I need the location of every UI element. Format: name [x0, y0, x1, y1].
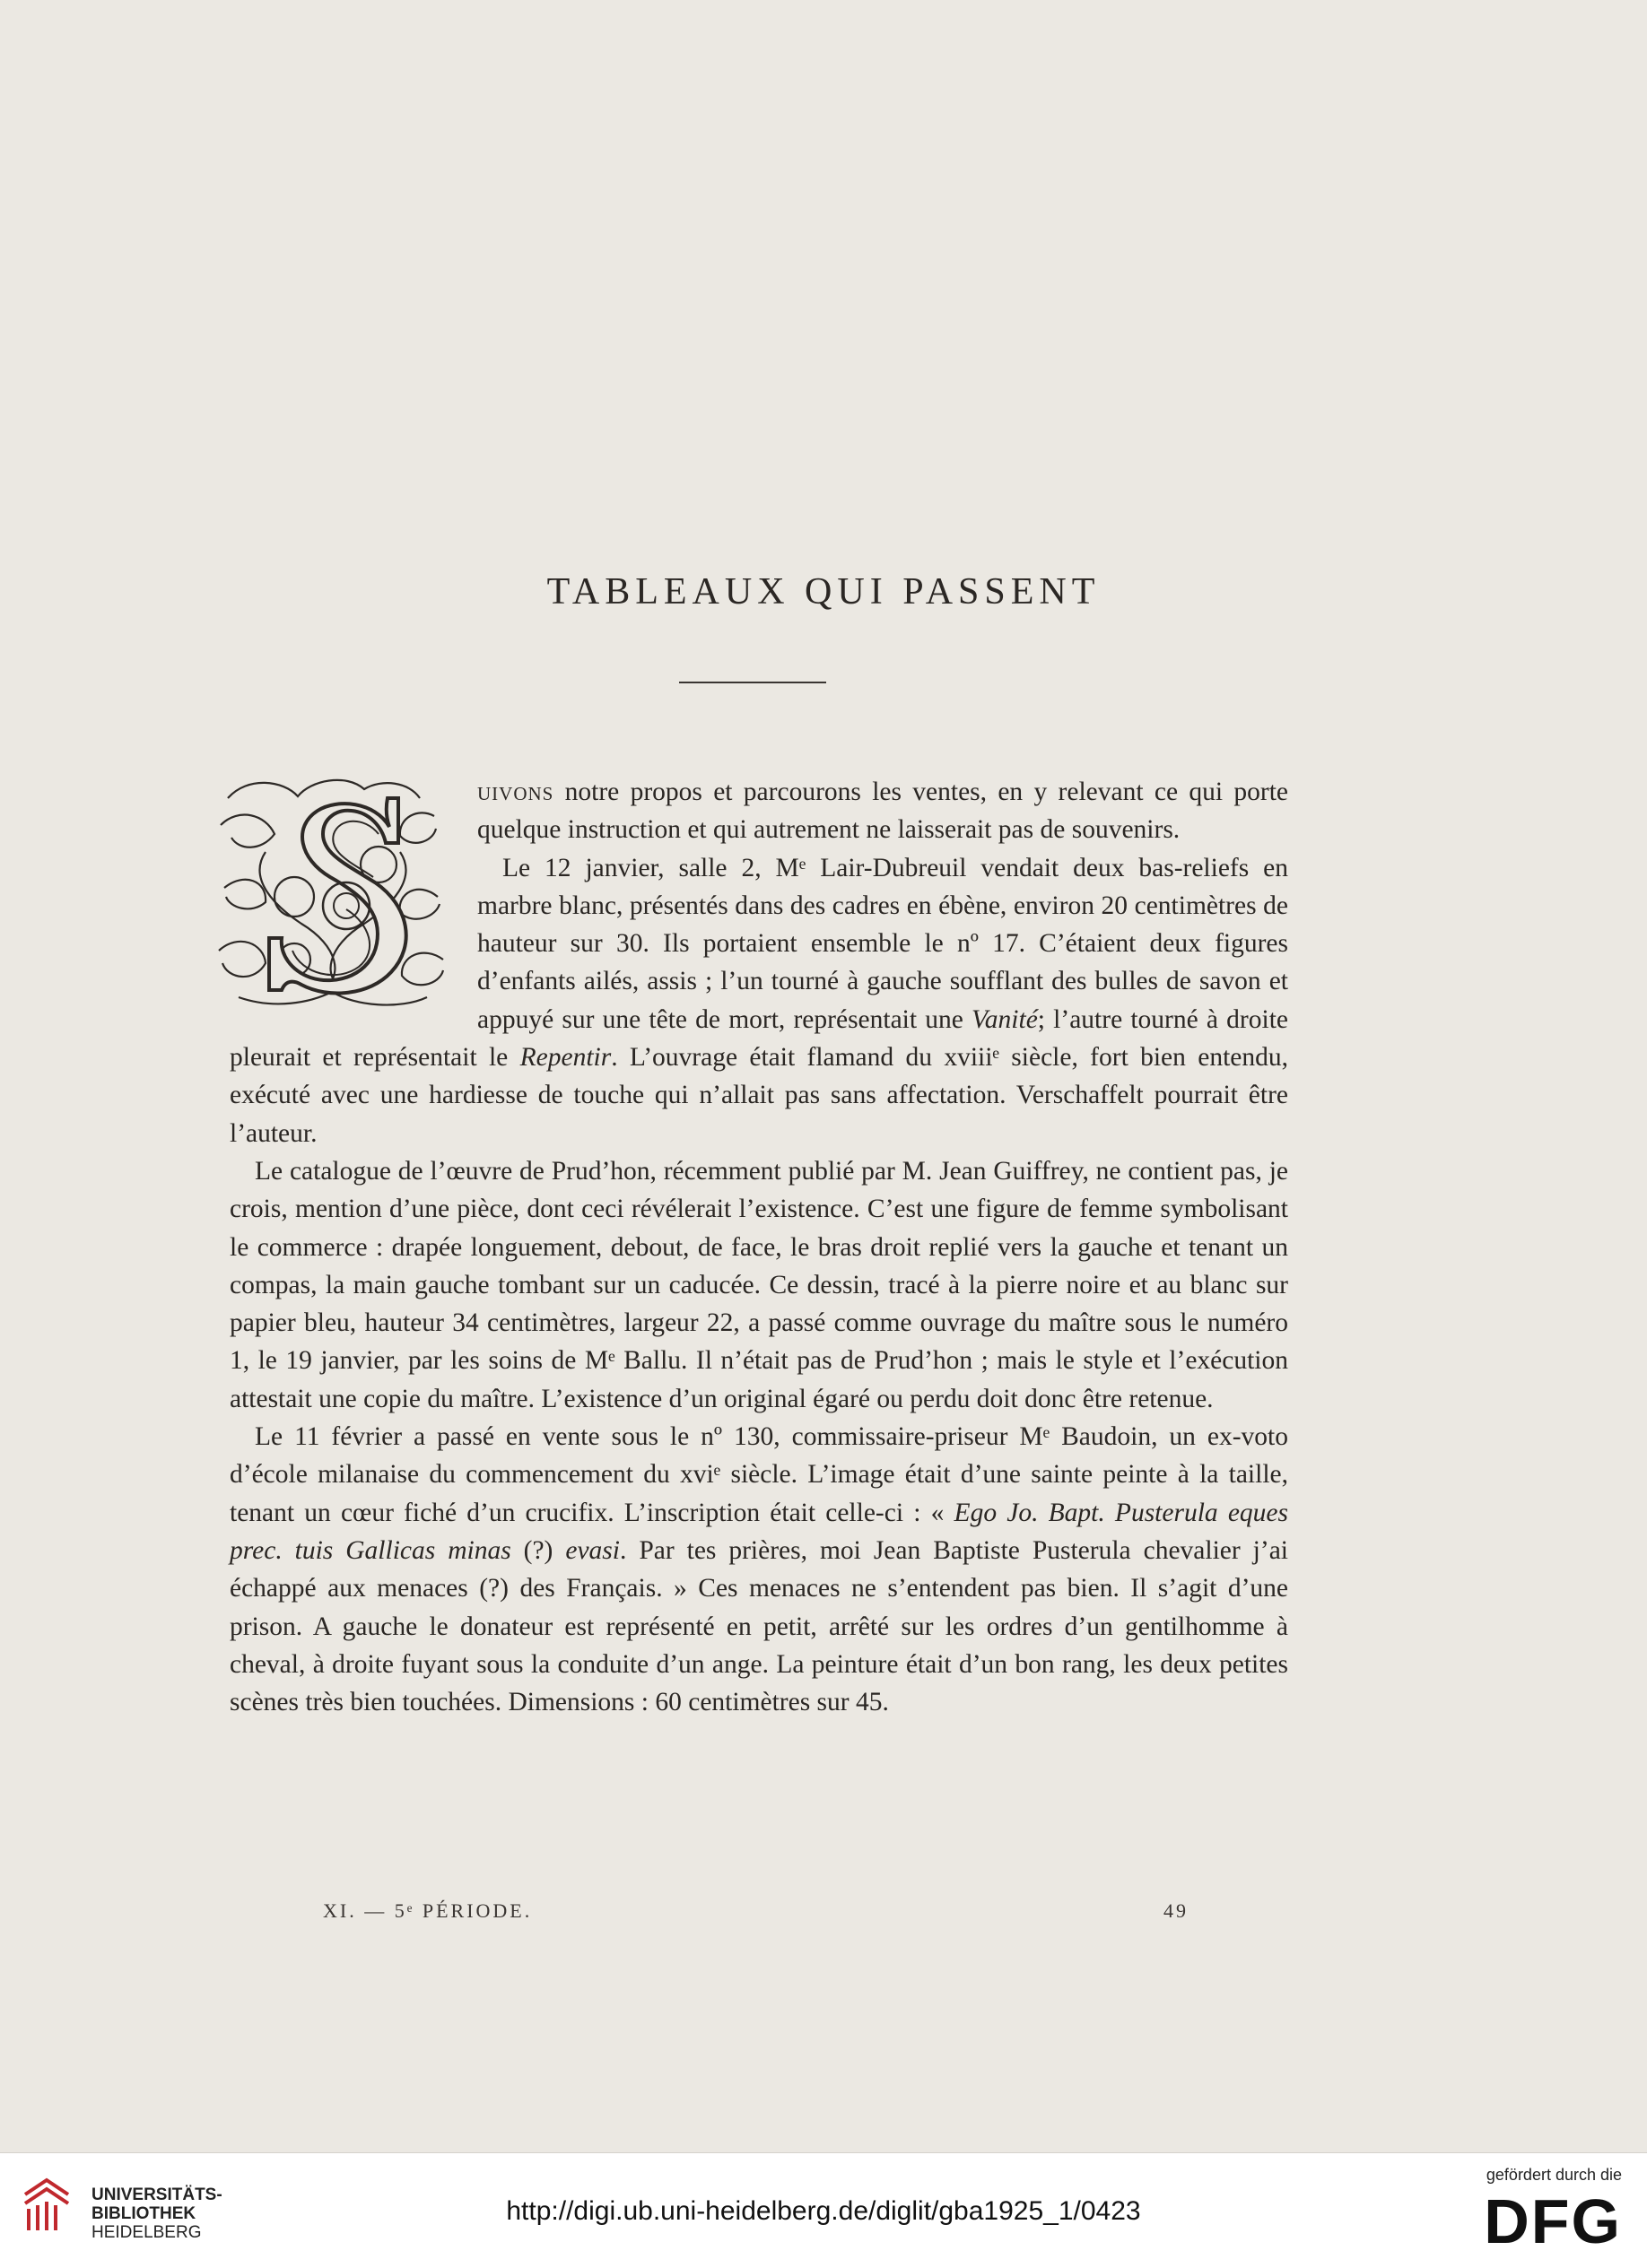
paragraph-3: Le catalogue de l’œuvre de Prud’hon, récemment publié par M. Jean Guiffrey, ne contient pas, je crois, mention d’une pièce, dont ceci révélerait l’existence. C’est une figure de femme symbolisant le commerce : drapée longuement, debout, de face, le bras droit replié vers la gauche et tenant un compas, la main gauche tombant sur un caducée. Ce dessin, tracé à la pierre noire et au blanc sur papier bleu, hauteur 34 centimètres, largeur 22, a passé comme ouvrage du maître sous le numéro 1, le 19 janvier, par les soins de Mᵉ Ballu. Il n’était pas de Prud’hon ; mais le style et l’exécution attestait une copie du maître. L’existence d’un original égaré ou perdu doit donc être retenue.: [230, 1156, 1288, 1413]
italic-evasi: evasi: [565, 1535, 620, 1565]
paragraph-1-text: notre propos et parcourons les ventes, en y relevant ce qui porte quelque instruction et qui autrement ne laisserait pas de souvenirs.: [477, 778, 1288, 845]
ub-line-2: BIBLIOTHEK: [92, 2204, 196, 2223]
title-rule: [679, 682, 826, 683]
folio-period: XI. — 5ᵉ PÉRIODE.: [323, 1899, 533, 1922]
italic-latin-inscription: Ego Jo. Bapt. Pusterula eques prec. tuis Gallicas minas: [230, 1498, 1288, 1565]
italic-vanite: Vanité: [972, 1004, 1038, 1034]
dropcap-space: [230, 773, 470, 1033]
paragraph-4-text-a: Le 11 février a passé en vente sous le nº 130, commissaire-priseur Mᵉ Baudoin, un ex-voto d’école milanaise du commencement du xviᵉ siècle. L’image était d’une sainte peinte à la taille, tenant un cœur fiché d’un crucifix. L’inscription était celle-ci : «: [230, 1422, 1288, 1527]
italic-repentir: Repentir: [519, 1043, 612, 1073]
paragraph-4: [230, 1418, 1288, 1721]
paragraph-2-text-b: ; l’autre tourné à droite pleurait et représentait le: [230, 1004, 1288, 1073]
ub-line-3: HEIDELBERG: [92, 2223, 202, 2242]
paragraph-2-text-a: Le 12 janvier, salle 2, Mᵉ Lair-Dubreuil vendait deux bas-reliefs en marbre blanc, présentés dans des cadres en ébène, environ 20 centimètres de hauteur sur 30. Ils portaient ensemble le nº 17. C’étaient deux figures d’enfants ailés, assis ; l’un tourné à gauche soufflant des bulles de savon et appuyé sur une tête de mort, représentait une: [477, 853, 1288, 1034]
folio-page-number: 49: [1163, 1899, 1189, 1922]
ub-line-1: UNIVERSITÄTS-: [92, 2185, 222, 2204]
paragraph-4-text-b: . Par tes prières, moi Jean Baptiste Pusterula chevalier j’ai échappé aux menaces (?) des Français. » Ces menaces ne s’entendent pas bien. Il s’agit d’une prison. A gauche le donateur est représenté en petit, arrêté sur les ordres d’un gentilhomme à cheval, à droite fuyant sous la conduite d’un ange. La peinture était d’un bon rang, les deux petites scènes très bien touchées. Dimensions : 60 centimètres sur 45.: [230, 1535, 1288, 1717]
dfg-wordmark: DFG: [1484, 2186, 1622, 2256]
article-body: [230, 773, 1288, 1721]
viewer-footer: [0, 2152, 1647, 2268]
paragraph-2-text-c: . L’ouvrage était flamand du xviiiᵉ siècle, fort bien entendu, exécuté avec une hardiesse de touche qui n’allait pas sans affectation. Verschaffelt pourrait être l’auteur.: [230, 1043, 1288, 1148]
paragraph-4-query: (?): [510, 1535, 566, 1565]
lead-word: uivons: [477, 778, 554, 806]
sponsor-label: gefördert durch die: [1486, 2166, 1622, 2184]
article-title: TABLEAUX QUI PASSENT: [546, 571, 1101, 613]
permalink-url[interactable]: http://digi.ub.uni-heidelberg.de/diglit/gba1925_1/0423: [506, 2196, 1141, 2226]
dfg-sponsor-logo[interactable]: [1460, 2166, 1631, 2259]
